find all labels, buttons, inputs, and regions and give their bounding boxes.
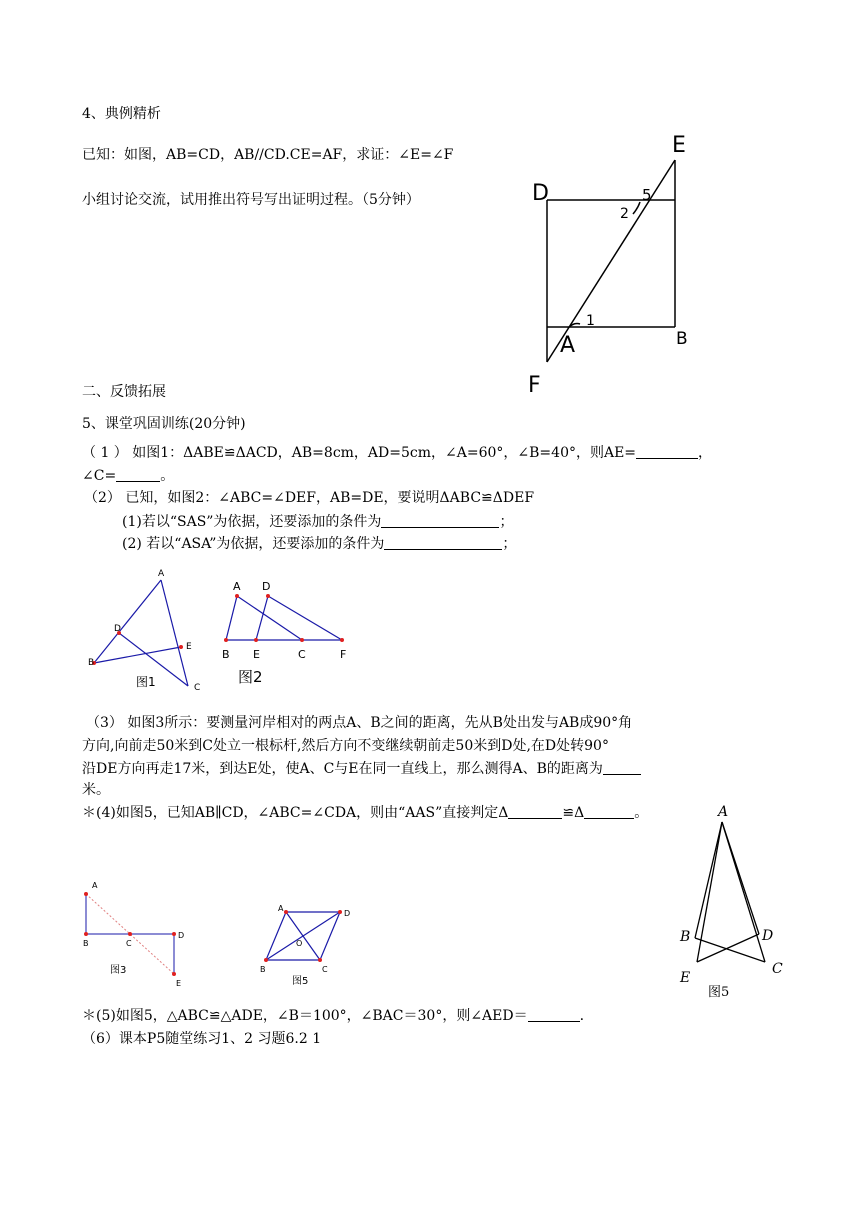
fig2-label-B: B (222, 648, 230, 661)
fig5b-label-C: C (772, 961, 783, 977)
given-statement: 已知：如图，AB=CD，AB//CD.CE=AF，求证：∠E=∠F (82, 147, 454, 163)
fig1-label-E: E (186, 642, 192, 652)
q2a-blank[interactable] (381, 513, 499, 528)
main-label-1: 1 (586, 313, 595, 329)
main-label-D: D (532, 181, 549, 206)
q1-line2: ∠C= 。 (82, 468, 175, 484)
q2b-blank[interactable] (384, 535, 502, 550)
fig5b-label-B: B (680, 929, 691, 945)
fig3-label-E: E (176, 979, 182, 988)
q4-blank-2[interactable] (584, 804, 634, 819)
section4-heading: 4、典例精析 (82, 106, 161, 122)
q3-line1: （3） 如图3所示：要测量河岸相对的两点A、B之间的距离，先从B处出发与AB成90°角 (86, 715, 633, 731)
q1-blank-c[interactable] (116, 467, 160, 482)
fig5a-label-A: A (278, 904, 284, 913)
fig2-label-F: F (340, 648, 347, 661)
fig5b-caption: 图5 (708, 985, 730, 1000)
main-label-E: E (672, 133, 686, 158)
fig5a-label-B: B (260, 965, 266, 974)
fig1-label-D: D (114, 624, 121, 634)
fig2-caption: 图2 (238, 668, 263, 686)
fig5a-label-D: D (344, 909, 351, 918)
fig5b-label-E: E (680, 970, 691, 986)
fig1-label-C: C (194, 683, 201, 693)
q1-blank-ae[interactable] (636, 444, 698, 459)
fig3-label-C: C (126, 939, 132, 948)
task-statement: 小组讨论交流，试用推出符号写出证明过程。（5分钟） (82, 192, 420, 208)
q5-line: ＊(5)如图5，△ABC≌△ADE，∠B＝100°，∠BAC＝30°，则∠AED＝ . (82, 1008, 585, 1024)
fig2-label-E: E (253, 648, 260, 661)
fig2-label-C: C (298, 648, 306, 661)
fig1-caption: 图1 (136, 675, 156, 689)
main-label-5: 5 (642, 186, 652, 204)
q5-blank[interactable] (528, 1007, 580, 1022)
main-label-B: B (676, 329, 688, 349)
fig3-label-B: B (83, 939, 89, 948)
q4-blank-1[interactable] (508, 804, 562, 819)
q3-line2: 方向,向前走50米到C处立一根标杆,然后方向不变继续朝前走50米到D处,在D处转90° (82, 738, 609, 754)
fig2-label-D: D (262, 580, 271, 593)
figure-1 (86, 565, 216, 695)
figure-5-triangles (672, 800, 792, 1000)
fig5b-label-D: D (762, 928, 774, 944)
q3-line4: 米。 (82, 782, 110, 798)
fig3-label-A: A (92, 881, 98, 890)
q1-line: （ 1 ） 如图1：ΔABE≌ΔACD，AB=8cm，AD=5cm，∠A=60°，∠B=40°，则AE= ， (82, 445, 713, 461)
main-label-2: 2 (620, 206, 629, 222)
q2-line: （2） 已知，如图2：∠ABC=∠DEF，AB=DE，要说明ΔABC≌ΔDEF (84, 490, 535, 506)
section-two-heading: 二、反馈拓展 (82, 384, 166, 400)
q3-blank[interactable] (603, 760, 641, 775)
q3-line3: 沿DE方向再走17米，到达E处，使A、C与E在同一直线上，那么测得A、B的距离为 (82, 760, 641, 778)
q2a-line: (1)若以“SAS”为依据，还要添加的条件为 ； (122, 514, 514, 530)
fig3-label-D: D (178, 931, 185, 940)
q6-line: （6）课本P5随堂练习1、2 习题6.2 1 (82, 1031, 322, 1047)
fig1-label-B: B (88, 658, 95, 668)
q4-line: ＊(4)如图5，已知AB∥CD，∠ABC=∠CDA，则由“AAS”直接判定Δ ≌Δ 。 (82, 805, 649, 821)
fig2-label-A: A (233, 580, 241, 593)
fig5a-caption: 图5 (292, 976, 309, 987)
fig3-caption: 图3 (110, 965, 127, 976)
fig5a-label-C: C (322, 965, 328, 974)
q2b-line: (2) 若以“ASA”为依据，还要添加的条件为 ； (122, 536, 517, 552)
fig5a-label-O: O (296, 939, 303, 948)
figure-2 (218, 578, 358, 688)
section5-heading: 5、课堂巩固训练(20分钟) (82, 416, 246, 432)
main-label-F: F (528, 373, 541, 398)
figure-5-parallelogram (256, 900, 366, 990)
fig5b-label-A: A (718, 804, 729, 820)
fig1-label-A: A (158, 569, 165, 579)
main-figure (520, 130, 700, 400)
figure-3 (80, 878, 200, 990)
main-label-A: A (560, 333, 576, 358)
